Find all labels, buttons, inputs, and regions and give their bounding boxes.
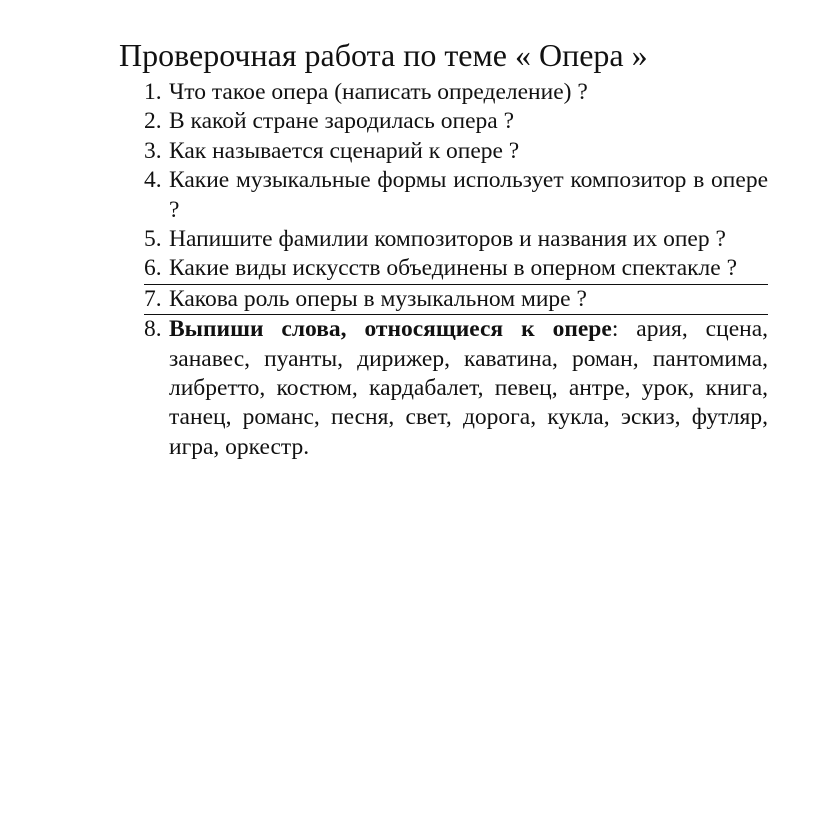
question-item xyxy=(144,254,768,284)
question-item xyxy=(144,78,768,107)
question-text: Какова роль оперы в музыкальном мире ? xyxy=(169,285,587,312)
question-number: 3. xyxy=(144,137,162,164)
page-title: Проверочная работа по теме « Опера » xyxy=(119,37,648,73)
question-item xyxy=(144,137,768,166)
question-number: 7. xyxy=(144,285,162,312)
question-text: Как называется сценарий к опере ? xyxy=(169,137,520,164)
question-item xyxy=(144,225,768,254)
question-number: 4. xyxy=(144,167,162,194)
question-number: 1. xyxy=(144,79,162,105)
question-text: В какой стране зародилась опера ? xyxy=(169,108,515,135)
question-number: 2. xyxy=(144,108,162,135)
question-text: Какие виды искусств объединены в оперном спектакле ? xyxy=(169,255,738,282)
question-list xyxy=(144,78,768,462)
question-text-bold: Выпиши слова, относящиеся к опере xyxy=(169,316,612,343)
question-text: Напишите фамилии композиторов и названия их опер ? xyxy=(169,226,726,253)
question-item xyxy=(144,107,768,136)
question-text: : ария, сцена, занавес, пуанты, дирижер, каватина, роман, пантомима, либретто, костюм, кардабалет, певец, антре, урок, книга, танец, романс, песня, свет, дорога, кукла, эскиз, футляр, игра, оркестр. xyxy=(169,316,769,460)
question-number: 6. xyxy=(144,255,162,282)
question-text: Что такое опера (написать определение) ? xyxy=(169,79,588,105)
question-item xyxy=(144,315,768,462)
question-number: 8. xyxy=(144,316,162,343)
question-item xyxy=(144,166,768,225)
question-number: 5. xyxy=(144,226,162,253)
question-text: Какие музыкальные формы использует композитор в опере ? xyxy=(169,167,768,223)
question-item xyxy=(144,285,768,315)
